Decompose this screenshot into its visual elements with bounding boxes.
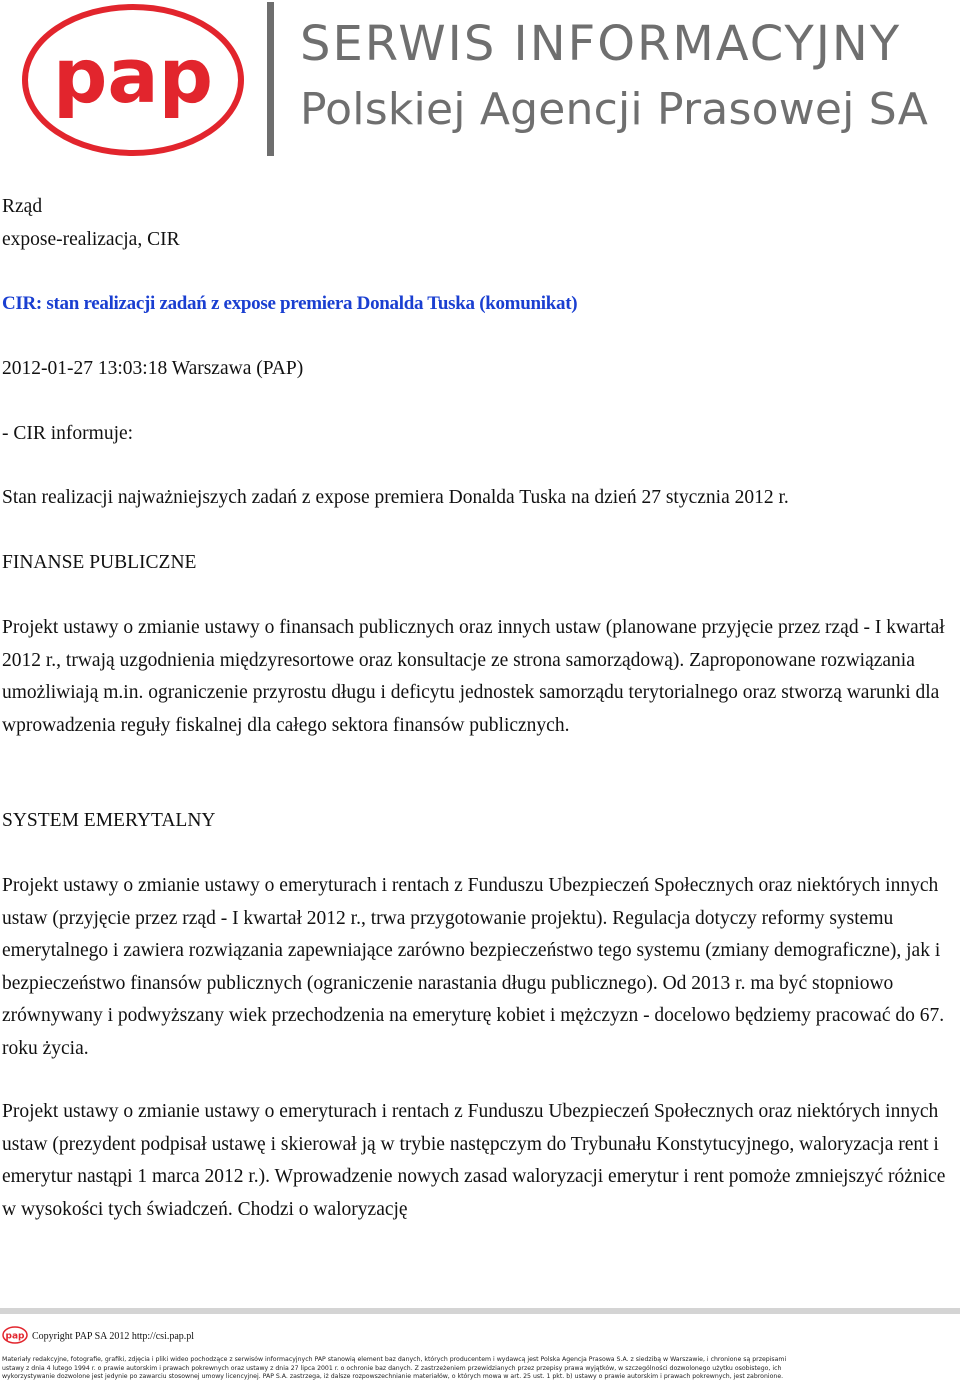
paragraph: Projekt ustawy o zmianie ustawy o emeryturach i rentach z Funduszu Ubezpieczeń Społecznych oraz niektórych innych ustaw (prezydent podpisał ustawę i skierował ją w trybie następczym do Trybunału Konstytucyjnego, waloryzacja rent i emerytur nastąpi 1 marca 2012 r.). Wprowadzenie nowych zasad waloryzacji emerytur i rent pomoże zmniejszyć różnice w wysokości tych świadczeń. Chodzi o waloryzację [2,1101,946,1220]
article-category: Rząd [2,196,43,217]
article-headline: CIR: stan realizacji zadań z expose premiera Donalda Tuska (komunikat) [2,293,578,314]
article-intro: - CIR informuje: [2,423,134,444]
header-divider [267,2,274,156]
footer-logo-text: pap [5,1331,25,1342]
section-title-finanse: FINANSE PUBLICZNE [2,552,197,573]
brand-subtitle: Polskiej Agencji Prasowej SA [300,84,929,135]
article-dateline: 2012-01-27 13:03:18 Warszawa (PAP) [2,358,304,379]
paragraph: Projekt ustawy o zmianie ustawy o finansach publicznych oraz innych ustaw (planowane przyjęcie przez rząd - I kwartał 2012 r., trwają uzgodnienia międzyresortowe oraz konsultacje ze strona samorządową). Zaproponowane rozwiązania umożliwiają m.in. ograniczenie przyrostu długu i deficytu jednostek samorządu terytorialnego oraz stworzą warunki dla wprowadzenia reguły fiskalnej dla całego sektora finansów publicznych. [2,617,945,736]
legal-line: wykorzystywanie dozwolone jest jedynie po zawarciu stosownej umowy licencyjnej. PAP S.A. zastrzega, iż dalsze rozpowszechnianie materiałów, o których mowa w art. 25 ust. 1 pkt. b) ustawy o prawie autorskim i prawach pokrewnych, jest zabronione. [2,1373,784,1381]
legal-line: Materiały redakcyjne, fotografie, grafiki, zdjęcia i pliki wideo pochodzące z serwisów informacyjnych PAP stanowią element baz danych, których producentem i wydawcą jest Polska Agencja Prasowa S.A. z siedzibą w Warszawie, i chronione są przepisami [2,1356,787,1363]
copyright-text: Copyright PAP SA 2012 http://csi.pap.pl [32,1331,195,1342]
section-title-emerytalny: SYSTEM EMERYTALNY [2,810,216,831]
section-body-emerytalny-1 [2,870,950,1065]
section-body-emerytalny-2 [2,1096,950,1226]
section-body-finanse [2,612,950,742]
legal-notice [2,1356,960,1382]
footer-pap-logo [2,1326,28,1344]
article-tags: expose-realizacja, CIR [2,229,180,250]
logo-text: pap [52,31,214,120]
brand-title: SERWIS INFORMACYJNY [300,16,902,72]
pap-logo [22,4,244,156]
article-lead: Stan realizacji najważniejszych zadań z expose premiera Donalda Tuska na dzień 27 stycznia 2012 r. [2,487,789,508]
footer-divider [0,1308,960,1314]
paragraph: Projekt ustawy o zmianie ustawy o emeryturach i rentach z Funduszu Ubezpieczeń Społecznych oraz niektórych innych ustaw (przyjęcie przez rząd - I kwartał 2012 r., trwa przygotowanie projektu). Regulacja dotyczy reformy systemu emerytalnego i zawiera rozwiązania zapewniające zarówno bezpieczeństwo tego systemu (zmiany demograficzne), jak i bezpieczeństwo finansów publicznych (ograniczenie narastania długu publicznego). Od 2013 r. ma być stopniowo zrównywany i podwyższany wiek przechodzenia na emeryturę kobiet i mężczyzn - docelowo będziemy pracować do 67. roku życia. [2,875,945,1059]
page-header [0,0,960,160]
legal-line: ustawy z dnia 4 lutego 1994 r. o prawie autorskim i prawach pokrewnych oraz ustawy z dnia 27 lipca 2001 r. o ochronie baz danych. Z zastrzeżeniem przewidzianych przez przepisy prawa wyjątków, w szczególności dozwolonego użytku osobistego, ich [2,1364,782,1372]
